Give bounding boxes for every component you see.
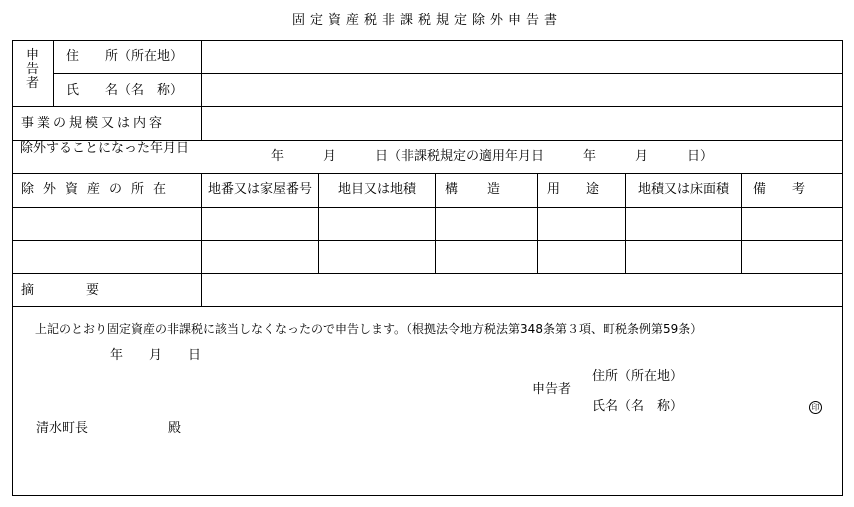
column-header-area: 地積又は床面積: [637, 182, 729, 197]
seal-icon: 印: [809, 401, 822, 414]
column-header-remarks: 備 考: [753, 182, 806, 197]
column-header-usage: 用 途: [547, 182, 600, 197]
applicant-label-char: 告: [26, 62, 40, 77]
table-cell[interactable]: [14, 241, 201, 273]
column-header-location: 除外資産の所在: [21, 182, 176, 197]
exclusion-date-value[interactable]: 年 月 日（非課税規定の適用年月日 年 月 日）: [271, 149, 714, 164]
addressee: 清水町長: [36, 421, 89, 436]
table-cell[interactable]: [319, 241, 435, 273]
divider-date: [13, 173, 843, 174]
summary-label: 摘 要: [21, 283, 100, 298]
business-label: 事業の規模又は内容: [21, 116, 166, 131]
exclusion-date-label: 除外することになった年月日: [20, 141, 190, 156]
table-cell[interactable]: [202, 208, 318, 240]
applicant-label-divider: [53, 41, 54, 106]
honorific: 殿: [168, 421, 182, 436]
column-header-structure: 構 造: [445, 182, 502, 197]
table-cell[interactable]: [319, 208, 435, 240]
declarant-name-label: 氏名（名 称）: [592, 399, 684, 414]
form-title: 固定資産税非課税規定除外申告書: [291, 13, 562, 28]
address-field[interactable]: [202, 42, 842, 73]
summary-field[interactable]: [202, 274, 842, 306]
table-cell[interactable]: [626, 208, 741, 240]
name-field[interactable]: [202, 75, 842, 106]
declaration-statement: 上記のとおり固定資産の非課税に該当しなくなったので申告します。（根拠法令地方税法第348条第３項、町税条例第59条）: [35, 322, 703, 336]
table-cell[interactable]: [742, 241, 842, 273]
column-header-lot-number: 地番又は家屋番号: [207, 182, 312, 197]
name-label: 氏 名（名 称）: [66, 83, 184, 98]
applicant-label: [26, 49, 42, 91]
declarant-address-label: 住所（所在地）: [592, 369, 684, 384]
table-cell[interactable]: [202, 241, 318, 273]
business-field[interactable]: [202, 108, 842, 140]
declaration-date[interactable]: 年 月 日: [110, 348, 202, 363]
divider-address: [53, 73, 843, 74]
table-cell[interactable]: [538, 241, 625, 273]
applicant-label-char: 者: [26, 76, 40, 91]
table-cell[interactable]: [742, 208, 842, 240]
column-header-land-category: 地目又は地積: [337, 182, 416, 197]
table-cell[interactable]: [14, 208, 201, 240]
table-cell[interactable]: [436, 208, 537, 240]
address-label: 住 所（所在地）: [66, 49, 184, 64]
declarant-label: 申告者: [532, 382, 572, 397]
table-cell[interactable]: [436, 241, 537, 273]
declaration-form: [12, 40, 843, 496]
divider-summary: [13, 306, 843, 307]
divider-name: [13, 106, 843, 107]
applicant-label-char: 申: [26, 48, 40, 63]
table-cell[interactable]: [626, 241, 741, 273]
table-cell[interactable]: [538, 208, 625, 240]
